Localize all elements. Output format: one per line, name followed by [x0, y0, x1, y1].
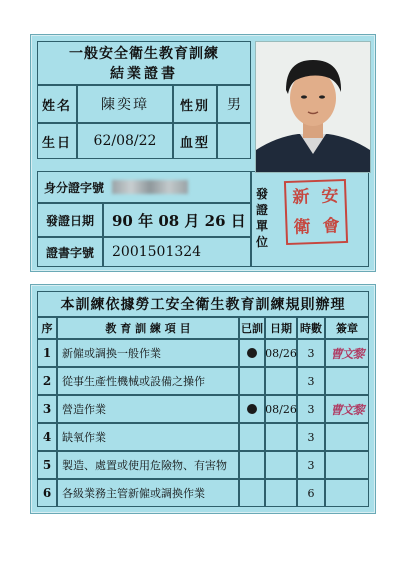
cert-no-value: 2001501324	[103, 237, 251, 267]
row-hours: 3	[297, 395, 325, 423]
header-done: 已訓	[239, 317, 265, 339]
signature-cell	[325, 339, 369, 367]
row-date: 08/26	[265, 339, 297, 367]
header-no: 序	[37, 317, 57, 339]
issue-date-value: 90 年 08 月 26 日	[103, 203, 251, 237]
completed-dot-icon	[247, 404, 257, 414]
official-seal-stamp: 新 安 衛 會	[284, 179, 348, 245]
blood-value	[217, 123, 251, 159]
row-date	[265, 479, 297, 507]
gender-label: 性別	[173, 85, 217, 123]
signature-cell	[325, 451, 369, 479]
row-item: 營造作業	[57, 395, 239, 423]
photo	[255, 41, 371, 173]
completed-mark-cell	[239, 339, 265, 367]
signature-stamp: 曹文黎	[330, 346, 364, 361]
signature-cell	[325, 367, 369, 395]
row-hours: 3	[297, 367, 325, 395]
issuer-label: 發證單位	[256, 187, 269, 249]
certificate-back-card	[30, 284, 376, 514]
completed-mark-cell	[239, 395, 265, 423]
id-row	[37, 171, 251, 203]
row-no: 6	[37, 479, 57, 507]
row-item: 新僱或調換一般作業	[57, 339, 239, 367]
cert-no-label: 證書字號	[37, 237, 103, 267]
signature-cell	[325, 423, 369, 451]
row-item: 各級業務主管新僱或調換作業	[57, 479, 239, 507]
row-hours: 3	[297, 339, 325, 367]
header-sign: 簽章	[325, 317, 369, 339]
title-line-2: 結業證書	[110, 66, 178, 82]
row-item: 從事生產性機械或設備之操作	[57, 367, 239, 395]
issue-date-label: 發證日期	[37, 203, 103, 237]
gender-value: 男	[217, 85, 251, 123]
title-line-1: 一般安全衛生教育訓練	[69, 46, 219, 62]
row-item: 製造、處置或使用危險物、有害物	[57, 451, 239, 479]
row-no: 4	[37, 423, 57, 451]
name-value: 陳奕璋	[77, 85, 173, 123]
row-no: 2	[37, 367, 57, 395]
signature-stamp: 曹文黎	[330, 402, 364, 417]
header-date: 日期	[265, 317, 297, 339]
row-item: 缺氧作業	[57, 423, 239, 451]
completed-mark-cell	[239, 367, 265, 395]
row-date: 08/26	[265, 395, 297, 423]
header-item: 教 育 訓 練 項 目	[57, 317, 239, 339]
id-number-redacted	[112, 180, 188, 194]
id-label: 身分證字號	[44, 180, 105, 195]
certificate-title	[37, 41, 251, 85]
portrait-photo	[256, 42, 370, 172]
row-no: 3	[37, 395, 57, 423]
row-no: 5	[37, 451, 57, 479]
signature-cell	[325, 479, 369, 507]
birth-label: 生日	[37, 123, 77, 159]
row-date	[265, 367, 297, 395]
row-date	[265, 451, 297, 479]
completed-dot-icon	[247, 348, 257, 358]
birth-value: 62/08/22	[77, 123, 173, 159]
blood-label: 血型	[173, 123, 217, 159]
row-hours: 6	[297, 479, 325, 507]
completed-mark-cell	[239, 479, 265, 507]
row-hours: 3	[297, 451, 325, 479]
completed-mark-cell	[239, 423, 265, 451]
name-label: 姓名	[37, 85, 77, 123]
completed-mark-cell	[239, 451, 265, 479]
back-title: 本訓練依據勞工安全衛生教育訓練規則辦理	[37, 291, 369, 317]
row-hours: 3	[297, 423, 325, 451]
row-no: 1	[37, 339, 57, 367]
header-hours: 時數	[297, 317, 325, 339]
certificate-front-card	[30, 34, 376, 272]
signature-cell	[325, 395, 369, 423]
row-date	[265, 423, 297, 451]
